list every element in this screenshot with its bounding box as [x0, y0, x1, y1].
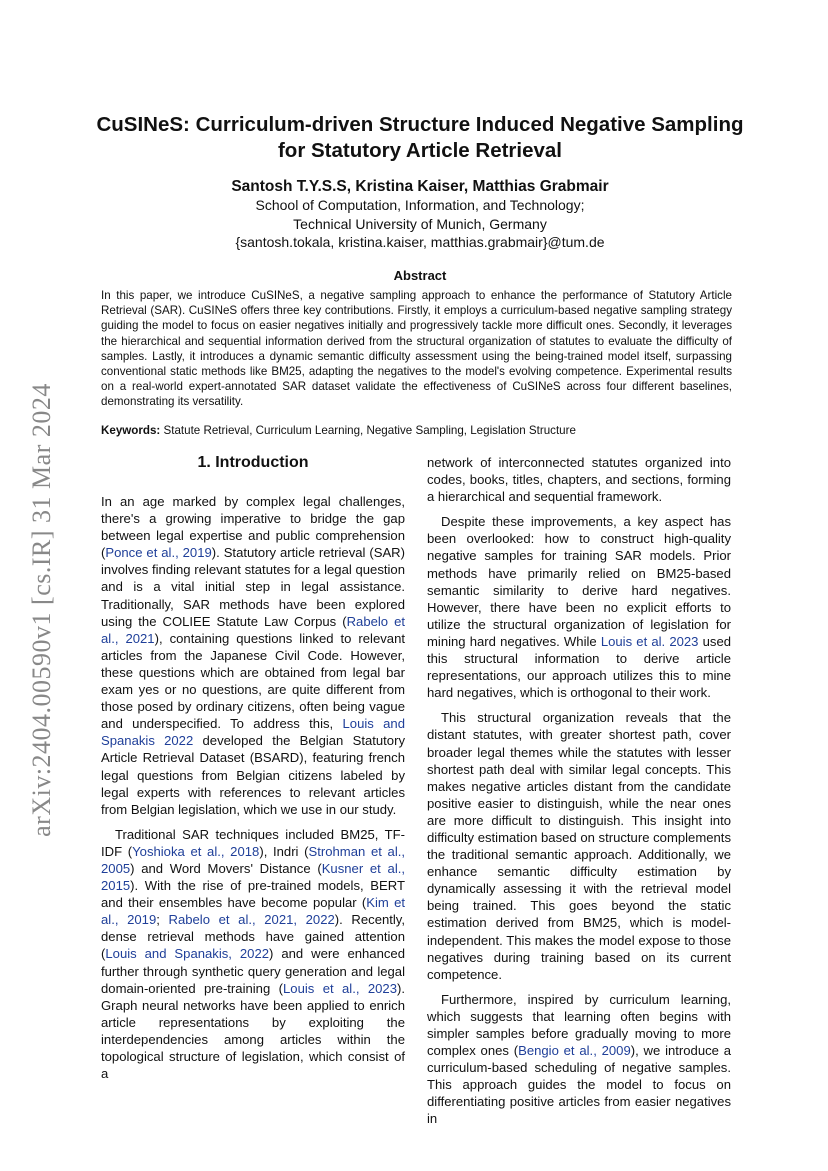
keywords-line [101, 424, 732, 437]
intro-paragraph-3: network of interconnected statutes organized into codes, books, titles, chapters, and sections, forming a hierarchical and sequential framework. [427, 455, 731, 505]
text-run: Despite these improvements, a key aspect has been overlooked: how to construct high-quality negative samples for training SAR models. Prior methods have primarily relied on BM25-based semantic similarity to derive hard negatives. However, there have been no explicit efforts to utilize the structural organization of legislation for mining hard negatives. While [427, 514, 731, 649]
intro-paragraph-1 [101, 493, 405, 818]
author-emails: {santosh.tokala, kristina.kaiser, matthias.grabmair}@tum.de [235, 234, 605, 250]
text-run: ), Indri ( [259, 843, 309, 859]
text-run: ; [156, 912, 169, 928]
citation-link[interactable]: Bengio et al., 2009 [518, 1043, 631, 1059]
keywords-text: Statute Retrieval, Curriculum Learning, Negative Sampling, Legislation Structure [160, 424, 576, 437]
text-run: ) and were enhanced further through synthetic query generation and legal domain-oriented pre-training ( [101, 946, 405, 996]
title-line-1: CuSINeS: Curriculum-driven Structure Induced Negative Sampling [96, 113, 744, 136]
citation-link[interactable]: Yoshioka et al., 2018 [132, 843, 260, 859]
arxiv-sidebar [22, 370, 62, 850]
left-column [101, 454, 405, 1090]
intro-paragraph-2 [101, 826, 405, 1082]
citation-link[interactable]: Louis and Spanakis 2022 [101, 716, 405, 749]
citation-link[interactable]: Ponce et al., 2019 [105, 545, 212, 561]
section-heading-introduction: 1. Introduction [197, 454, 309, 471]
text-run: ), we introduce a curriculum-based scheduling of negative samples. This approach guides the model to focus on differentiating positive articles from easier negatives in [427, 1043, 731, 1127]
text-run: ), containing questions linked to relevant articles from the Japanese Civil Code. However, these questions which are obtained from legal bar exam yes or no questions, are quite different from those posed by ordinary citizens, often being vague and underspecified. To address this, [101, 630, 405, 732]
citation-link[interactable]: Rabelo et al., 2021 [101, 613, 405, 646]
paper-title [70, 112, 770, 164]
citation-link[interactable]: Strohman et al., 2005 [101, 843, 406, 876]
abstract-heading: Abstract [393, 268, 447, 283]
arxiv-identifier: arXiv:2404.00590v1 [cs.IR] 31 Mar 2024 [27, 383, 56, 837]
text-run: In an age marked by complex legal challenges, there's a growing imperative to bridge the gap between legal expertise and public comprehension ( [101, 494, 405, 561]
right-column [427, 454, 731, 1136]
text-run: Furthermore, inspired by curriculum learning, which suggests that learning often begins with simpler samples before gradually moving to more complex ones ( [427, 991, 731, 1059]
text-run: used this structural information to derive article representations, our approach utilizes this to mine hard negatives, which is orthogonal to their work. [427, 633, 732, 701]
citation-link[interactable]: Louis et al. 2023 [600, 633, 699, 649]
title-line-2: for Statutory Article Retrieval [277, 139, 563, 162]
intro-paragraph-5: This structural organization reveals that the distant statutes, with greater shortest path, cover broader legal themes while the statutes with lesser shortest path deal with similar legal concepts. This makes negative articles distant from the candidate positive easier to distinguish, while the near ones are more difficult to distinguish. This insight into difficulty estimation based on structure complements the traditional semantic approach. Additionally, we enhance semantic difficulty estimation by dynamically assessing it with the retrieval model being trained. This goes beyond the static estimation derived from BM25, which is model-independent. This makes the model expose to those negatives during training based on its current competence. [427, 710, 731, 982]
citation-link[interactable]: Louis et al., 2023 [283, 980, 397, 996]
citation-link[interactable]: Kusner et al., 2015 [101, 860, 406, 894]
author-list: Santosh T.Y.S.S, Kristina Kaiser, Matthias Grabmair [231, 178, 609, 195]
citation-link[interactable]: Louis and Spanakis, 2022 [105, 946, 270, 962]
affiliation-line-1: School of Computation, Information, and Technology; [255, 197, 585, 213]
text-run: developed the Belgian Statutory Article Retrieval Dataset (BSARD), featuring french legal questions from Belgian citizens labeled by legal experts with references to relevant articles from Belgian legislation, which we use in our study. [101, 733, 405, 817]
affiliation-block [70, 196, 770, 252]
keywords-label: Keywords: [101, 424, 161, 437]
affiliation-line-2: Technical University of Munich, Germany [293, 215, 547, 232]
text-run: ). Statutory article retrieval (SAR) involves finding relevant statutes for a legal question and is a vital initial step in legal assistance. Traditionally, SAR methods have been explored using the COLIEE Statute Law Corpus ( [101, 545, 405, 629]
abstract-text: In this paper, we introduce CuSINeS, a negative sampling approach to enhance the performance of Statutory Article Retrieval (SAR). CuSINeS offers three key contributions. Firstly, it employs a curriculum-based negative sampling strategy guiding the model to focus on easier negatives initially and progressively tackle more difficult ones. Secondly, it leverages the hierarchical and sequential information derived from the structural organization of statutes to evaluate the difficulty of samples. Lastly, it introduces a dynamic semantic difficulty assessment using the being-trained model itself, surpassing conventional static methods like BM25, adapting the negatives to the model's evolving competence. Experimental results on a real-world expert-annotated SAR dataset validate the effectiveness of CuSINeS across four different baselines, demonstrating its versatility. [101, 289, 732, 409]
text-run: ) and Word Movers' Distance ( [130, 860, 322, 876]
intro-paragraph-6 [427, 991, 731, 1128]
text-run: ). Graph neural networks have been applied to enrich article representations by exploiting the interdependencies among articles within the topological structure of legislation, which consist of a [101, 980, 405, 1082]
text-run: ). Recently, dense retrieval methods have gained attention ( [101, 912, 406, 962]
text-run: ). With the rise of pre-trained models, BERT and their ensembles have become popular ( [101, 878, 405, 911]
intro-paragraph-4 [427, 513, 731, 701]
text-run: Traditional SAR techniques included BM25, TF-IDF ( [101, 826, 405, 859]
citation-link[interactable]: Kim et al., 2019 [101, 895, 406, 928]
citation-link[interactable]: Rabelo et al., 2021, 2022 [168, 912, 335, 928]
